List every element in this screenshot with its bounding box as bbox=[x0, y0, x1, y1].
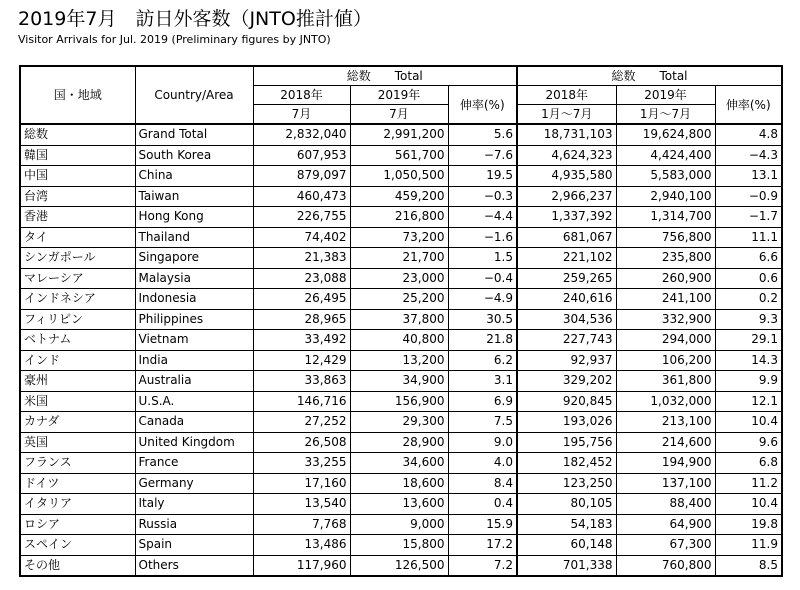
cell-m2018: 27,252 bbox=[253, 412, 350, 433]
cell-m2018: 74,402 bbox=[253, 227, 350, 248]
cell-y2019: 214,600 bbox=[616, 432, 715, 453]
cell-y2018: 227,743 bbox=[517, 330, 616, 351]
cell-jp: インドネシア bbox=[20, 289, 135, 310]
cell-m2018: 13,540 bbox=[253, 494, 350, 515]
cell-mg: 17.2 bbox=[448, 535, 517, 556]
cell-m2018: 33,492 bbox=[253, 330, 350, 351]
cell-mg: 6.9 bbox=[448, 391, 517, 412]
cell-mg: 19.5 bbox=[448, 166, 517, 187]
cell-mg: 15.9 bbox=[448, 514, 517, 535]
cell-m2019: 126,500 bbox=[350, 555, 448, 576]
cell-jp: カナダ bbox=[20, 412, 135, 433]
cell-m2018: 33,255 bbox=[253, 453, 350, 474]
cell-y2018: 304,536 bbox=[517, 309, 616, 330]
cell-mg: 3.1 bbox=[448, 371, 517, 392]
table-row bbox=[20, 207, 782, 228]
cell-mg: 5.6 bbox=[448, 124, 517, 145]
cell-en: Australia bbox=[135, 371, 253, 392]
cell-m2019: 13,600 bbox=[350, 494, 448, 515]
cell-m2018: 33,863 bbox=[253, 371, 350, 392]
cell-mg: 30.5 bbox=[448, 309, 517, 330]
cell-m2019: 15,800 bbox=[350, 535, 448, 556]
cell-y2018: 259,265 bbox=[517, 268, 616, 289]
cell-jp: スペイン bbox=[20, 535, 135, 556]
header-growth: 伸率(%) bbox=[448, 86, 517, 125]
cell-y2019: 213,100 bbox=[616, 412, 715, 433]
cell-en: Taiwan bbox=[135, 186, 253, 207]
cell-y2019: 4,424,400 bbox=[616, 145, 715, 166]
cell-m2018: 117,960 bbox=[253, 555, 350, 576]
cell-mg: 9.0 bbox=[448, 432, 517, 453]
cell-m2019: 13,200 bbox=[350, 350, 448, 371]
cell-y2019: 235,800 bbox=[616, 248, 715, 269]
cell-jp: 台湾 bbox=[20, 186, 135, 207]
cell-m2018: 21,383 bbox=[253, 248, 350, 269]
table-row bbox=[20, 145, 782, 166]
cell-m2018: 2,832,040 bbox=[253, 124, 350, 145]
header-2019-ytd-range: 1月～7月 bbox=[616, 105, 715, 125]
cell-m2019: 25,200 bbox=[350, 289, 448, 310]
cell-yg: 0.6 bbox=[715, 268, 782, 289]
cell-jp: 豪州 bbox=[20, 371, 135, 392]
cell-y2019: 241,100 bbox=[616, 289, 715, 310]
table-row bbox=[20, 432, 782, 453]
cell-mg: −4.9 bbox=[448, 289, 517, 310]
visitor-arrivals-table bbox=[19, 65, 783, 577]
cell-y2018: 2,966,237 bbox=[517, 186, 616, 207]
cell-mg: 8.4 bbox=[448, 473, 517, 494]
cell-y2019: 88,400 bbox=[616, 494, 715, 515]
table-row bbox=[20, 350, 782, 371]
cell-m2019: 561,700 bbox=[350, 145, 448, 166]
cell-m2019: 2,991,200 bbox=[350, 124, 448, 145]
cell-en: United Kingdom bbox=[135, 432, 253, 453]
cell-y2018: 920,845 bbox=[517, 391, 616, 412]
cell-jp: ロシア bbox=[20, 514, 135, 535]
cell-m2019: 18,600 bbox=[350, 473, 448, 494]
cell-jp: イタリア bbox=[20, 494, 135, 515]
cell-m2018: 26,508 bbox=[253, 432, 350, 453]
cell-yg: 9.6 bbox=[715, 432, 782, 453]
cell-jp: フランス bbox=[20, 453, 135, 474]
cell-m2019: 28,900 bbox=[350, 432, 448, 453]
cell-y2018: 182,452 bbox=[517, 453, 616, 474]
cell-y2018: 4,935,580 bbox=[517, 166, 616, 187]
cell-m2018: 7,768 bbox=[253, 514, 350, 535]
cell-yg: 9.3 bbox=[715, 309, 782, 330]
cell-y2019: 194,900 bbox=[616, 453, 715, 474]
cell-yg: 8.5 bbox=[715, 555, 782, 576]
table-row bbox=[20, 166, 782, 187]
cell-y2019: 137,100 bbox=[616, 473, 715, 494]
cell-mg: 6.2 bbox=[448, 350, 517, 371]
cell-jp: シンガポール bbox=[20, 248, 135, 269]
table-row bbox=[20, 248, 782, 269]
cell-yg: 9.9 bbox=[715, 371, 782, 392]
cell-y2019: 1,314,700 bbox=[616, 207, 715, 228]
cell-m2019: 9,000 bbox=[350, 514, 448, 535]
header-2018-ytd-range: 1月～7月 bbox=[517, 105, 616, 125]
cell-y2019: 361,800 bbox=[616, 371, 715, 392]
cell-jp: ドイツ bbox=[20, 473, 135, 494]
cell-y2018: 221,102 bbox=[517, 248, 616, 269]
table-row bbox=[20, 473, 782, 494]
cell-jp: 中国 bbox=[20, 166, 135, 187]
cell-mg: −0.4 bbox=[448, 268, 517, 289]
cell-m2018: 13,486 bbox=[253, 535, 350, 556]
cell-yg: 29.1 bbox=[715, 330, 782, 351]
cell-y2018: 4,624,323 bbox=[517, 145, 616, 166]
table-row bbox=[20, 514, 782, 535]
cell-y2018: 92,937 bbox=[517, 350, 616, 371]
cell-en: India bbox=[135, 350, 253, 371]
cell-yg: −4.3 bbox=[715, 145, 782, 166]
cell-jp: 香港 bbox=[20, 207, 135, 228]
cell-en: Hong Kong bbox=[135, 207, 253, 228]
cell-en: Others bbox=[135, 555, 253, 576]
cell-y2019: 332,900 bbox=[616, 309, 715, 330]
cell-yg: 10.4 bbox=[715, 494, 782, 515]
cell-yg: 10.4 bbox=[715, 412, 782, 433]
cell-y2018: 60,148 bbox=[517, 535, 616, 556]
cell-m2018: 226,755 bbox=[253, 207, 350, 228]
cell-y2018: 193,026 bbox=[517, 412, 616, 433]
header-2019-year: 2019年 bbox=[350, 86, 448, 105]
header-group-ytd: 総数 Total bbox=[517, 66, 782, 86]
cell-jp: その他 bbox=[20, 555, 135, 576]
cell-y2019: 1,032,000 bbox=[616, 391, 715, 412]
cell-yg: 19.8 bbox=[715, 514, 782, 535]
cell-mg: 7.5 bbox=[448, 412, 517, 433]
cell-mg: 4.0 bbox=[448, 453, 517, 474]
page-title: 2019年7月 訪日外客数（JNTO推計値） bbox=[18, 8, 372, 30]
cell-yg: 14.3 bbox=[715, 350, 782, 371]
table-row bbox=[20, 494, 782, 515]
cell-m2019: 34,900 bbox=[350, 371, 448, 392]
header-2018-year: 2018年 bbox=[253, 86, 350, 105]
cell-y2019: 67,300 bbox=[616, 535, 715, 556]
cell-m2019: 156,900 bbox=[350, 391, 448, 412]
cell-en: France bbox=[135, 453, 253, 474]
table-row bbox=[20, 227, 782, 248]
cell-m2018: 28,965 bbox=[253, 309, 350, 330]
cell-en: Singapore bbox=[135, 248, 253, 269]
cell-jp: フィリピン bbox=[20, 309, 135, 330]
table-row bbox=[20, 555, 782, 576]
cell-en: Malaysia bbox=[135, 268, 253, 289]
cell-yg: 11.9 bbox=[715, 535, 782, 556]
cell-en: Philippines bbox=[135, 309, 253, 330]
header-region-en: Country/Area bbox=[135, 66, 253, 124]
cell-en: Indonesia bbox=[135, 289, 253, 310]
cell-m2019: 21,700 bbox=[350, 248, 448, 269]
header-2019-ytd-year: 2019年 bbox=[616, 86, 715, 105]
cell-en: Russia bbox=[135, 514, 253, 535]
cell-m2019: 459,200 bbox=[350, 186, 448, 207]
table-row bbox=[20, 330, 782, 351]
cell-en: South Korea bbox=[135, 145, 253, 166]
table-row bbox=[20, 268, 782, 289]
cell-m2018: 879,097 bbox=[253, 166, 350, 187]
cell-en: U.S.A. bbox=[135, 391, 253, 412]
cell-jp: ベトナム bbox=[20, 330, 135, 351]
header-2018-ytd-year: 2018年 bbox=[517, 86, 616, 105]
cell-y2019: 756,800 bbox=[616, 227, 715, 248]
cell-mg: −4.4 bbox=[448, 207, 517, 228]
cell-m2019: 34,600 bbox=[350, 453, 448, 474]
cell-en: China bbox=[135, 166, 253, 187]
header-2018-month: 7月 bbox=[253, 105, 350, 125]
cell-y2018: 123,250 bbox=[517, 473, 616, 494]
cell-y2019: 64,900 bbox=[616, 514, 715, 535]
cell-y2018: 329,202 bbox=[517, 371, 616, 392]
cell-y2019: 5,583,000 bbox=[616, 166, 715, 187]
cell-y2019: 2,940,100 bbox=[616, 186, 715, 207]
table-row bbox=[20, 124, 782, 145]
cell-mg: −0.3 bbox=[448, 186, 517, 207]
cell-jp: 韓国 bbox=[20, 145, 135, 166]
cell-yg: 11.2 bbox=[715, 473, 782, 494]
cell-yg: −1.7 bbox=[715, 207, 782, 228]
cell-jp: タイ bbox=[20, 227, 135, 248]
cell-en: Grand Total bbox=[135, 124, 253, 145]
table-row bbox=[20, 289, 782, 310]
cell-m2019: 23,000 bbox=[350, 268, 448, 289]
cell-m2019: 1,050,500 bbox=[350, 166, 448, 187]
cell-jp: 米国 bbox=[20, 391, 135, 412]
cell-y2019: 19,624,800 bbox=[616, 124, 715, 145]
cell-jp: 英国 bbox=[20, 432, 135, 453]
cell-yg: 4.8 bbox=[715, 124, 782, 145]
cell-yg: 6.6 bbox=[715, 248, 782, 269]
table-row bbox=[20, 371, 782, 392]
cell-mg: 21.8 bbox=[448, 330, 517, 351]
cell-y2018: 1,337,392 bbox=[517, 207, 616, 228]
cell-en: Spain bbox=[135, 535, 253, 556]
header-2019-month: 7月 bbox=[350, 105, 448, 125]
cell-m2019: 40,800 bbox=[350, 330, 448, 351]
cell-en: Canada bbox=[135, 412, 253, 433]
table-row bbox=[20, 186, 782, 207]
cell-m2019: 216,800 bbox=[350, 207, 448, 228]
cell-m2019: 73,200 bbox=[350, 227, 448, 248]
cell-jp: インド bbox=[20, 350, 135, 371]
cell-y2019: 106,200 bbox=[616, 350, 715, 371]
cell-y2019: 760,800 bbox=[616, 555, 715, 576]
header-growth-ytd: 伸率(%) bbox=[715, 86, 782, 125]
cell-y2018: 240,616 bbox=[517, 289, 616, 310]
cell-m2018: 12,429 bbox=[253, 350, 350, 371]
cell-m2018: 607,953 bbox=[253, 145, 350, 166]
cell-m2018: 17,160 bbox=[253, 473, 350, 494]
cell-yg: 12.1 bbox=[715, 391, 782, 412]
cell-yg: −0.9 bbox=[715, 186, 782, 207]
cell-mg: 1.5 bbox=[448, 248, 517, 269]
cell-m2018: 26,495 bbox=[253, 289, 350, 310]
cell-m2019: 37,800 bbox=[350, 309, 448, 330]
table-body bbox=[20, 124, 782, 576]
table-row bbox=[20, 535, 782, 556]
cell-y2018: 701,338 bbox=[517, 555, 616, 576]
cell-jp: 総数 bbox=[20, 124, 135, 145]
cell-y2018: 54,183 bbox=[517, 514, 616, 535]
table-row bbox=[20, 453, 782, 474]
cell-en: Germany bbox=[135, 473, 253, 494]
cell-y2018: 195,756 bbox=[517, 432, 616, 453]
table-row bbox=[20, 391, 782, 412]
table-row bbox=[20, 309, 782, 330]
cell-mg: 7.2 bbox=[448, 555, 517, 576]
cell-en: Thailand bbox=[135, 227, 253, 248]
header-region-jp: 国・地域 bbox=[20, 66, 135, 124]
cell-y2018: 681,067 bbox=[517, 227, 616, 248]
table-row bbox=[20, 412, 782, 433]
cell-yg: 13.1 bbox=[715, 166, 782, 187]
cell-jp: マレーシア bbox=[20, 268, 135, 289]
cell-y2018: 80,105 bbox=[517, 494, 616, 515]
cell-y2018: 18,731,103 bbox=[517, 124, 616, 145]
cell-yg: 0.2 bbox=[715, 289, 782, 310]
cell-m2019: 29,300 bbox=[350, 412, 448, 433]
cell-y2019: 260,900 bbox=[616, 268, 715, 289]
cell-en: Italy bbox=[135, 494, 253, 515]
cell-mg: −7.6 bbox=[448, 145, 517, 166]
header-group-month: 総数 Total bbox=[253, 66, 517, 86]
page-subtitle: Visitor Arrivals for Jul. 2019 (Preliminary figures by JNTO) bbox=[18, 33, 331, 46]
cell-m2018: 460,473 bbox=[253, 186, 350, 207]
cell-m2018: 23,088 bbox=[253, 268, 350, 289]
cell-y2019: 294,000 bbox=[616, 330, 715, 351]
cell-mg: −1.6 bbox=[448, 227, 517, 248]
cell-en: Vietnam bbox=[135, 330, 253, 351]
cell-yg: 6.8 bbox=[715, 453, 782, 474]
cell-yg: 11.1 bbox=[715, 227, 782, 248]
cell-m2018: 146,716 bbox=[253, 391, 350, 412]
cell-mg: 0.4 bbox=[448, 494, 517, 515]
